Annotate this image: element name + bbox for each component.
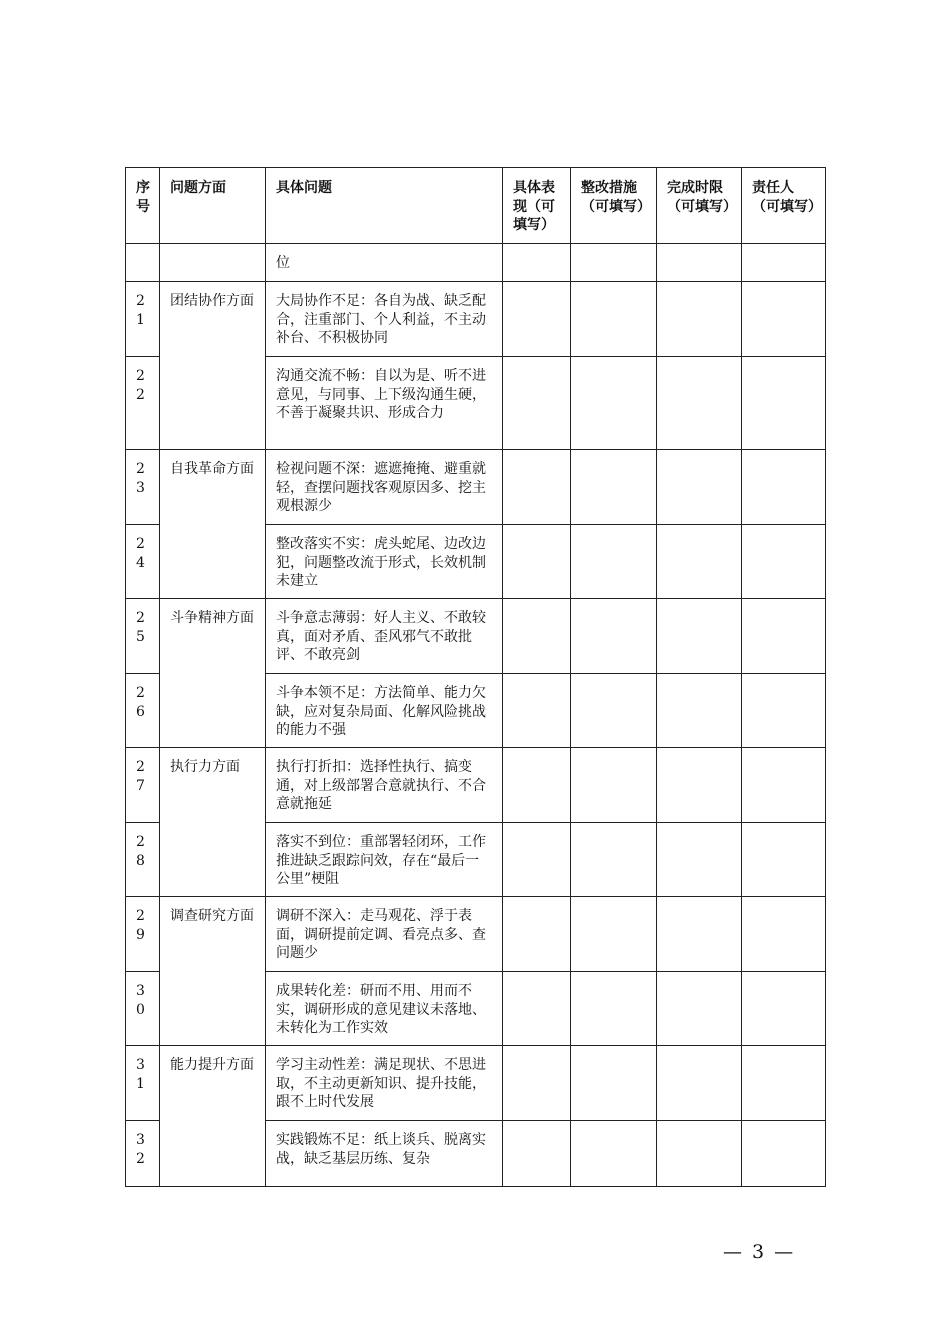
aspect-cell: 自我革命方面 — [160, 450, 266, 599]
deadline-cell[interactable] — [657, 244, 742, 282]
seq-cell: 30 — [126, 972, 160, 1046]
table-row — [126, 1046, 826, 1121]
owner-cell[interactable] — [742, 1046, 826, 1121]
owner-cell[interactable] — [742, 748, 826, 823]
header-seq: 序号 — [126, 168, 160, 244]
owner-cell[interactable] — [742, 599, 826, 674]
measures-cell[interactable] — [571, 748, 657, 823]
deadline-cell[interactable] — [657, 823, 742, 897]
header-measures: 整改措施（可填写） — [571, 168, 657, 244]
table-row — [126, 599, 826, 674]
aspect-cell: 斗争精神方面 — [160, 599, 266, 748]
issue-cell: 整改落实不实：虎头蛇尾、边改边犯，问题整改流于形式，长效机制未建立 — [266, 525, 503, 599]
header-issue: 具体问题 — [266, 168, 503, 244]
manifestation-cell[interactable] — [503, 972, 571, 1046]
deadline-cell[interactable] — [657, 972, 742, 1046]
aspect-cell: 执行力方面 — [160, 748, 266, 897]
manifestation-cell[interactable] — [503, 525, 571, 599]
manifestation-cell[interactable] — [503, 244, 571, 282]
header-owner: 责任人（可填写） — [742, 168, 826, 244]
deadline-cell[interactable] — [657, 674, 742, 748]
seq-cell: 31 — [126, 1046, 160, 1121]
seq-cell: 28 — [126, 823, 160, 897]
issue-cell: 调研不深入：走马观花、浮于表面，调研提前定调、看亮点多、查问题少 — [266, 897, 503, 972]
issue-cell: 位 — [266, 244, 503, 282]
manifestation-cell[interactable] — [503, 357, 571, 450]
aspect-cell — [160, 244, 266, 282]
header-row — [126, 168, 826, 244]
deadline-cell[interactable] — [657, 357, 742, 450]
seq-cell: 25 — [126, 599, 160, 674]
header-manifestation: 具体表现（可填写） — [503, 168, 571, 244]
owner-cell[interactable] — [742, 674, 826, 748]
measures-cell[interactable] — [571, 674, 657, 748]
manifestation-cell[interactable] — [503, 674, 571, 748]
deadline-cell[interactable] — [657, 897, 742, 972]
measures-cell[interactable] — [571, 599, 657, 674]
issue-cell: 沟通交流不畅：自以为是、听不进意见，与同事、上下级沟通生硬，不善于凝聚共识、形成合力 — [266, 357, 503, 450]
continuation-row — [126, 244, 826, 282]
owner-cell[interactable] — [742, 897, 826, 972]
owner-cell[interactable] — [742, 450, 826, 525]
measures-cell[interactable] — [571, 450, 657, 525]
seq-cell: 23 — [126, 450, 160, 525]
measures-cell[interactable] — [571, 525, 657, 599]
measures-cell[interactable] — [571, 282, 657, 357]
page-number: — 3 — — [723, 1241, 796, 1263]
table-row — [126, 450, 826, 525]
header-aspect: 问题方面 — [160, 168, 266, 244]
owner-cell[interactable] — [742, 823, 826, 897]
table-row — [126, 282, 826, 357]
deadline-cell[interactable] — [657, 599, 742, 674]
manifestation-cell[interactable] — [503, 1046, 571, 1121]
issue-cell: 实践锻炼不足：纸上谈兵、脱离实战，缺乏基层历练、复杂 — [266, 1121, 503, 1187]
manifestation-cell[interactable] — [503, 823, 571, 897]
seq-cell: 21 — [126, 282, 160, 357]
measures-cell[interactable] — [571, 897, 657, 972]
table-row — [126, 897, 826, 972]
issue-cell: 执行打折扣：选择性执行、搞变通，对上级部署合意就执行、不合意就拖延 — [266, 748, 503, 823]
seq-cell: 29 — [126, 897, 160, 972]
issue-cell: 落实不到位：重部署轻闭环，工作推进缺乏跟踪问效，存在“最后一公里”梗阻 — [266, 823, 503, 897]
deadline-cell[interactable] — [657, 748, 742, 823]
issue-cell: 检视问题不深：遮遮掩掩、避重就轻，查摆问题找客观原因多、挖主观根源少 — [266, 450, 503, 525]
seq-cell: 27 — [126, 748, 160, 823]
owner-cell[interactable] — [742, 282, 826, 357]
issue-cell: 斗争意志薄弱：好人主义、不敢较真，面对矛盾、歪风邪气不敢批评、不敢亮剑 — [266, 599, 503, 674]
manifestation-cell[interactable] — [503, 897, 571, 972]
measures-cell[interactable] — [571, 972, 657, 1046]
aspect-cell: 团结协作方面 — [160, 282, 266, 450]
table-row — [126, 748, 826, 823]
deadline-cell[interactable] — [657, 450, 742, 525]
owner-cell[interactable] — [742, 972, 826, 1046]
deadline-cell[interactable] — [657, 282, 742, 357]
owner-cell[interactable] — [742, 244, 826, 282]
seq-cell: 26 — [126, 674, 160, 748]
measures-cell[interactable] — [571, 244, 657, 282]
manifestation-cell[interactable] — [503, 748, 571, 823]
deadline-cell[interactable] — [657, 525, 742, 599]
owner-cell[interactable] — [742, 1121, 826, 1187]
issue-cell: 成果转化差：研而不用、用而不实，调研形成的意见建议未落地、未转化为工作实效 — [266, 972, 503, 1046]
deadline-cell[interactable] — [657, 1121, 742, 1187]
owner-cell[interactable] — [742, 525, 826, 599]
seq-cell: 22 — [126, 357, 160, 450]
issue-cell: 大局协作不足：各自为战、缺乏配合，注重部门、个人利益，不主动补台、不积极协同 — [266, 282, 503, 357]
aspect-cell: 能力提升方面 — [160, 1046, 266, 1187]
measures-cell[interactable] — [571, 823, 657, 897]
aspect-cell: 调查研究方面 — [160, 897, 266, 1046]
seq-cell: 32 — [126, 1121, 160, 1187]
manifestation-cell[interactable] — [503, 1121, 571, 1187]
header-deadline: 完成时限（可填写） — [657, 168, 742, 244]
manifestation-cell[interactable] — [503, 282, 571, 357]
seq-cell — [126, 244, 160, 282]
owner-cell[interactable] — [742, 357, 826, 450]
issue-cell: 学习主动性差：满足现状、不思进取，不主动更新知识、提升技能，跟不上时代发展 — [266, 1046, 503, 1121]
measures-cell[interactable] — [571, 1121, 657, 1187]
issue-table — [125, 167, 826, 1187]
measures-cell[interactable] — [571, 1046, 657, 1121]
deadline-cell[interactable] — [657, 1046, 742, 1121]
issue-cell: 斗争本领不足：方法简单、能力欠缺，应对复杂局面、化解风险挑战的能力不强 — [266, 674, 503, 748]
measures-cell[interactable] — [571, 357, 657, 450]
seq-cell: 24 — [126, 525, 160, 599]
manifestation-cell[interactable] — [503, 599, 571, 674]
manifestation-cell[interactable] — [503, 450, 571, 525]
